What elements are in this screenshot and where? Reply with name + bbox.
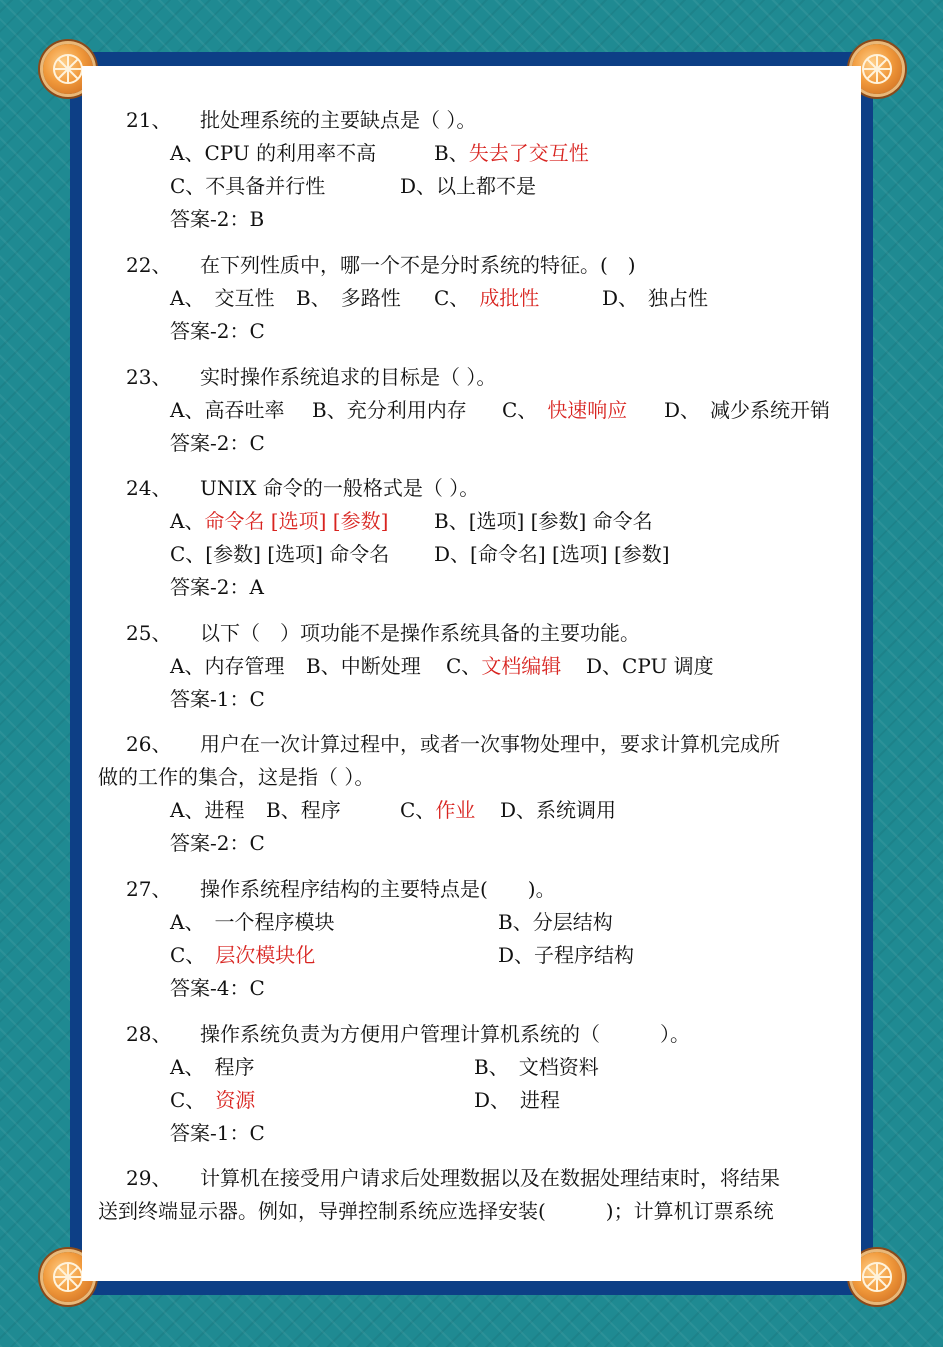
option-d: D、CPU 调度 [586, 654, 714, 678]
question-number: 29、 [126, 1166, 172, 1190]
question-number: 25、 [126, 621, 172, 645]
option-b: B、程序 [266, 798, 341, 822]
question-number: 27、 [126, 877, 172, 901]
answer: 答案-1：C [170, 687, 265, 711]
option-d: D、 减少系统开销 [664, 398, 831, 422]
option-a: A、内存管理 [170, 654, 285, 678]
option-a: A、 程序 [170, 1055, 255, 1079]
option-d: D、子程序结构 [498, 943, 635, 967]
option-b: B、 多路性 [296, 286, 401, 310]
option-c: C、 成批性 [434, 286, 540, 310]
question-stem: 用户在一次计算过程中，或者一次事物处理中，要求计算机完成所 [200, 732, 780, 756]
option-b: B、[选项] [参数] 命令名 [434, 509, 653, 533]
question-stem: 计算机在接受用户请求后处理数据以及在数据处理结束时，将结果 [200, 1166, 780, 1190]
question-number: 23、 [126, 365, 172, 389]
question-number: 21、 [126, 108, 172, 132]
option-c: C、 快速响应 [502, 398, 628, 422]
option-d: D、 进程 [474, 1088, 561, 1112]
option-b: B、 文档资料 [474, 1055, 599, 1079]
answer: 答案-2：B [170, 207, 265, 231]
question-number: 26、 [126, 732, 172, 756]
option-d: D、 独占性 [602, 286, 709, 310]
question-stem-continued: 做的工作的集合，这是指（ ）。 [98, 765, 375, 789]
question-number: 28、 [126, 1022, 172, 1046]
question-stem: 操作系统程序结构的主要特点是( )。 [200, 877, 556, 901]
option-a: A、进程 [170, 798, 245, 822]
option-a: A、 一个程序模块 [170, 910, 335, 934]
option-d: D、系统调用 [500, 798, 617, 822]
option-c: C、 层次模块化 [170, 943, 316, 967]
option-a: A、 交互性 [170, 286, 275, 310]
option-c: C、作业 [400, 798, 476, 822]
option-c: C、 资源 [170, 1088, 256, 1112]
option-a: A、命令名 [选项] [参数] [170, 509, 389, 533]
question-stem-continued: 送到终端显示器。例如，导弹控制系统应选择安装( )；计算机订票系统 [98, 1199, 774, 1223]
answer: 答案-2：C [170, 831, 265, 855]
answer: 答案-2：A [170, 575, 264, 599]
option-c: C、不具备并行性 [170, 174, 326, 198]
question-stem: 以下（ ）项功能不是操作系统具备的主要功能。 [200, 621, 640, 645]
option-c: C、文档编辑 [446, 654, 562, 678]
question-stem: 实时操作系统追求的目标是（ ）。 [200, 365, 497, 389]
question-page [82, 66, 861, 1281]
answer: 答案-4：C [170, 976, 265, 1000]
answer: 答案-1：C [170, 1121, 265, 1145]
answer: 答案-2：C [170, 319, 265, 343]
answer: 答案-2：C [170, 431, 265, 455]
question-number: 24、 [126, 476, 172, 500]
question-stem: UNIX 命令的一般格式是（ ）。 [200, 476, 480, 500]
option-b: B、充分利用内存 [312, 398, 467, 422]
question-stem: 批处理系统的主要缺点是（ ）。 [200, 108, 477, 132]
option-d: D、以上都不是 [400, 174, 537, 198]
question-number: 22、 [126, 253, 172, 277]
option-a: A、高吞吐率 [170, 398, 285, 422]
option-b: B、失去了交互性 [434, 141, 589, 165]
question-stem: 在下列性质中，哪一个不是分时系统的特征。( ) [200, 253, 636, 277]
option-a: A、CPU 的利用率不高 [170, 141, 377, 165]
option-d: D、[命令名] [选项] [参数] [434, 542, 670, 566]
option-b: B、中断处理 [306, 654, 421, 678]
option-b: B、分层结构 [498, 910, 613, 934]
option-c: C、[参数] [选项] 命令名 [170, 542, 390, 566]
question-stem: 操作系统负责为方便用户管理计算机系统的（ ）。 [200, 1022, 690, 1046]
